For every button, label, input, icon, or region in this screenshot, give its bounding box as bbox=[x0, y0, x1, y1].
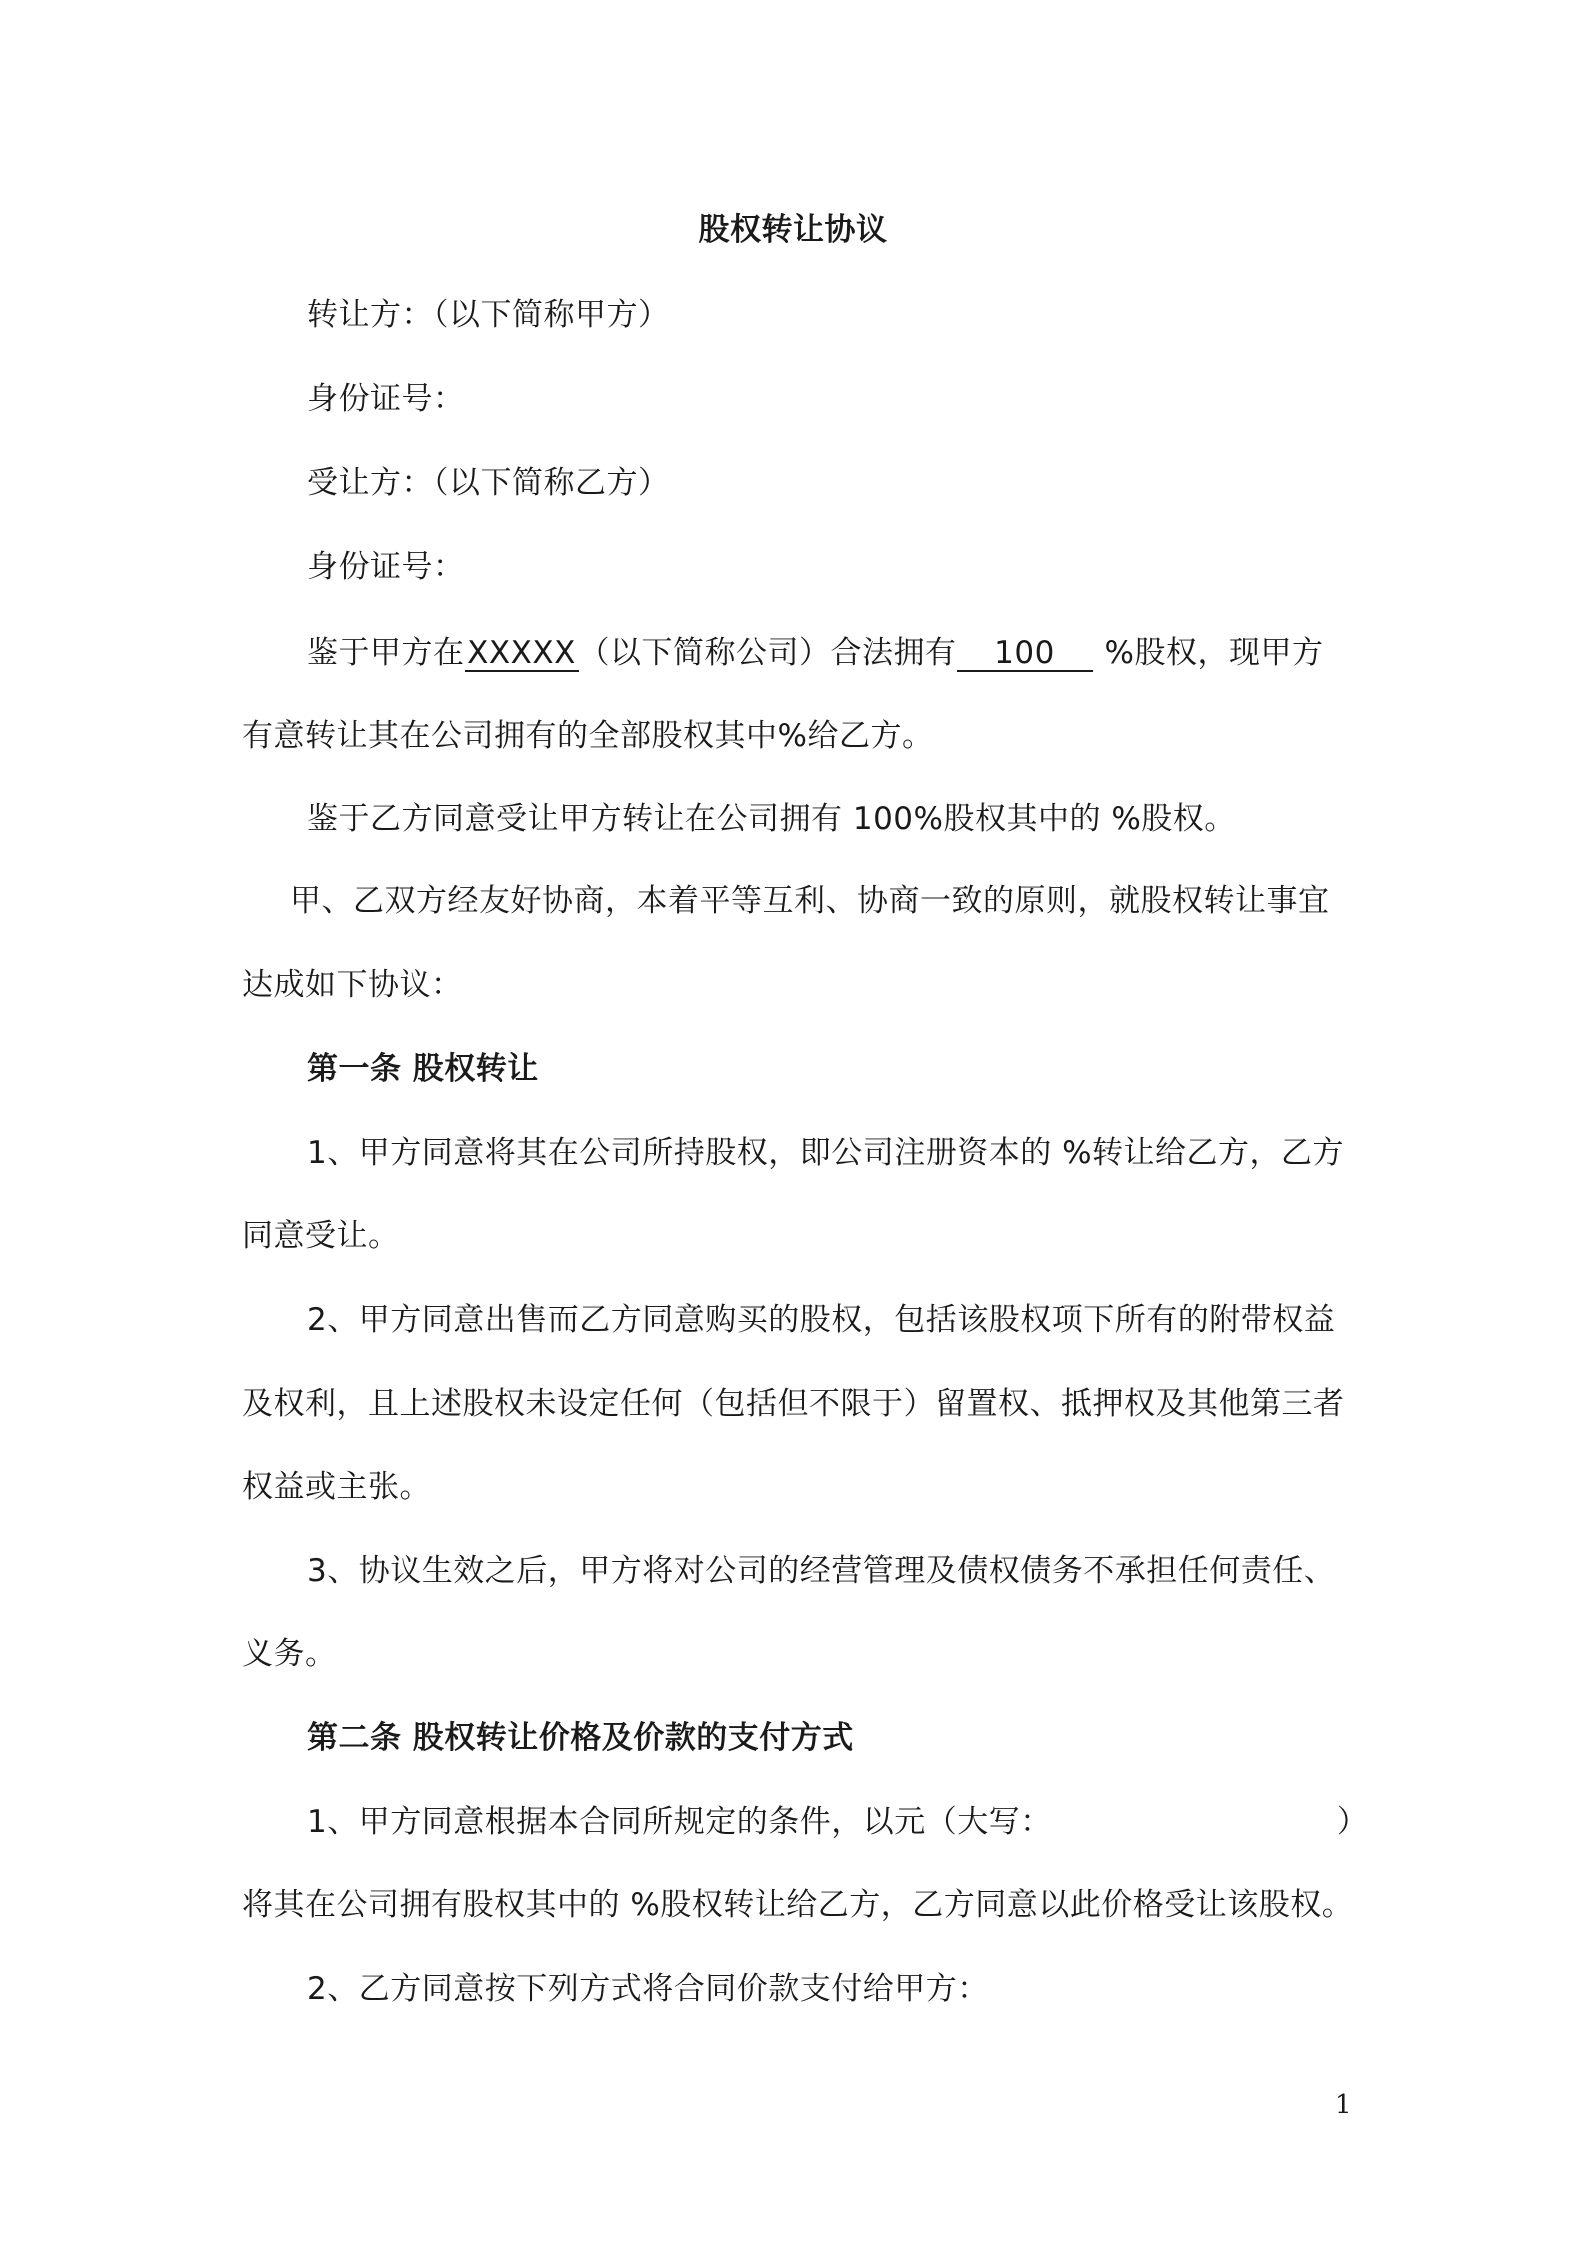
article-2-heading: 第二条 股权转让价格及价款的支付方式 bbox=[307, 1720, 854, 1756]
article-1-clause-1-line-1: 1、甲方同意将其在公司所持股权，即公司注册资本的 %转让给乙方，乙方 bbox=[307, 1135, 1345, 1171]
article-1-clause-2-line-1: 2、甲方同意出售而乙方同意购买的股权，包括该股权项下所有的附带权益 bbox=[307, 1302, 1336, 1338]
equity-percent-blank: 100 bbox=[957, 636, 1093, 672]
page-number: 1 bbox=[1335, 2090, 1352, 2120]
transferor-label: 转让方：（以下简称甲方） bbox=[307, 297, 670, 333]
recital-1-line-2: 有意转让其在公司拥有的全部股权其中%给乙方。 bbox=[242, 718, 934, 754]
company-name-blank: XXXXX bbox=[465, 636, 579, 672]
transferee-label: 受让方：（以下简称乙方） bbox=[307, 465, 670, 501]
document-title: 股权转让协议 bbox=[698, 212, 888, 248]
article-1-clause-2-line-2: 及权利，且上述股权未设定任何（包括但不限于）留置权、抵押权及其他第三者 bbox=[242, 1386, 1345, 1422]
article-2-clause-1-post: ） bbox=[1336, 1804, 1369, 1840]
transferor-id-label: 身份证号： bbox=[307, 381, 465, 417]
article-2-clause-1-line-1 bbox=[307, 1802, 1368, 1842]
recital-2: 鉴于乙方同意受让甲方转让在公司拥有 100%股权其中的 %股权。 bbox=[307, 801, 1236, 837]
recital-3-line-2: 达成如下协议： bbox=[242, 967, 463, 1003]
article-1-clause-3-line-2: 义务。 bbox=[242, 1636, 337, 1672]
article-1-clause-2-line-3: 权益或主张。 bbox=[242, 1469, 431, 1505]
recital-1-line-1 bbox=[307, 633, 1323, 673]
article-1-clause-3-line-1: 3、协议生效之后，甲方将对公司的经营管理及债权债务不承担任何责任、 bbox=[307, 1553, 1336, 1589]
recital-1-pre: 鉴于甲方在 bbox=[307, 635, 465, 671]
article-2-clause-2-line-1: 2、乙方同意按下列方式将合同价款支付给甲方： bbox=[307, 1971, 989, 2007]
recital-3-line-1: 甲、乙双方经友好协商，本着平等互利、协商一致的原则，就股权转让事宜 bbox=[290, 883, 1330, 919]
recital-1-post: %股权，现甲方 bbox=[1104, 635, 1324, 671]
article-1-clause-1-line-2: 同意受让。 bbox=[242, 1218, 400, 1254]
recital-1-mid: （以下简称公司）合法拥有 bbox=[578, 635, 957, 671]
article-2-clause-1-line-2: 将其在公司拥有股权其中的 %股权转让给乙方，乙方同意以此价格受让该股权。 bbox=[242, 1887, 1354, 1923]
article-1-heading: 第一条 股权转让 bbox=[307, 1051, 539, 1087]
article-2-clause-1-pre: 1、甲方同意根据本合同所规定的条件，以元（大写： bbox=[307, 1804, 1052, 1840]
transferee-id-label: 身份证号： bbox=[307, 549, 465, 585]
